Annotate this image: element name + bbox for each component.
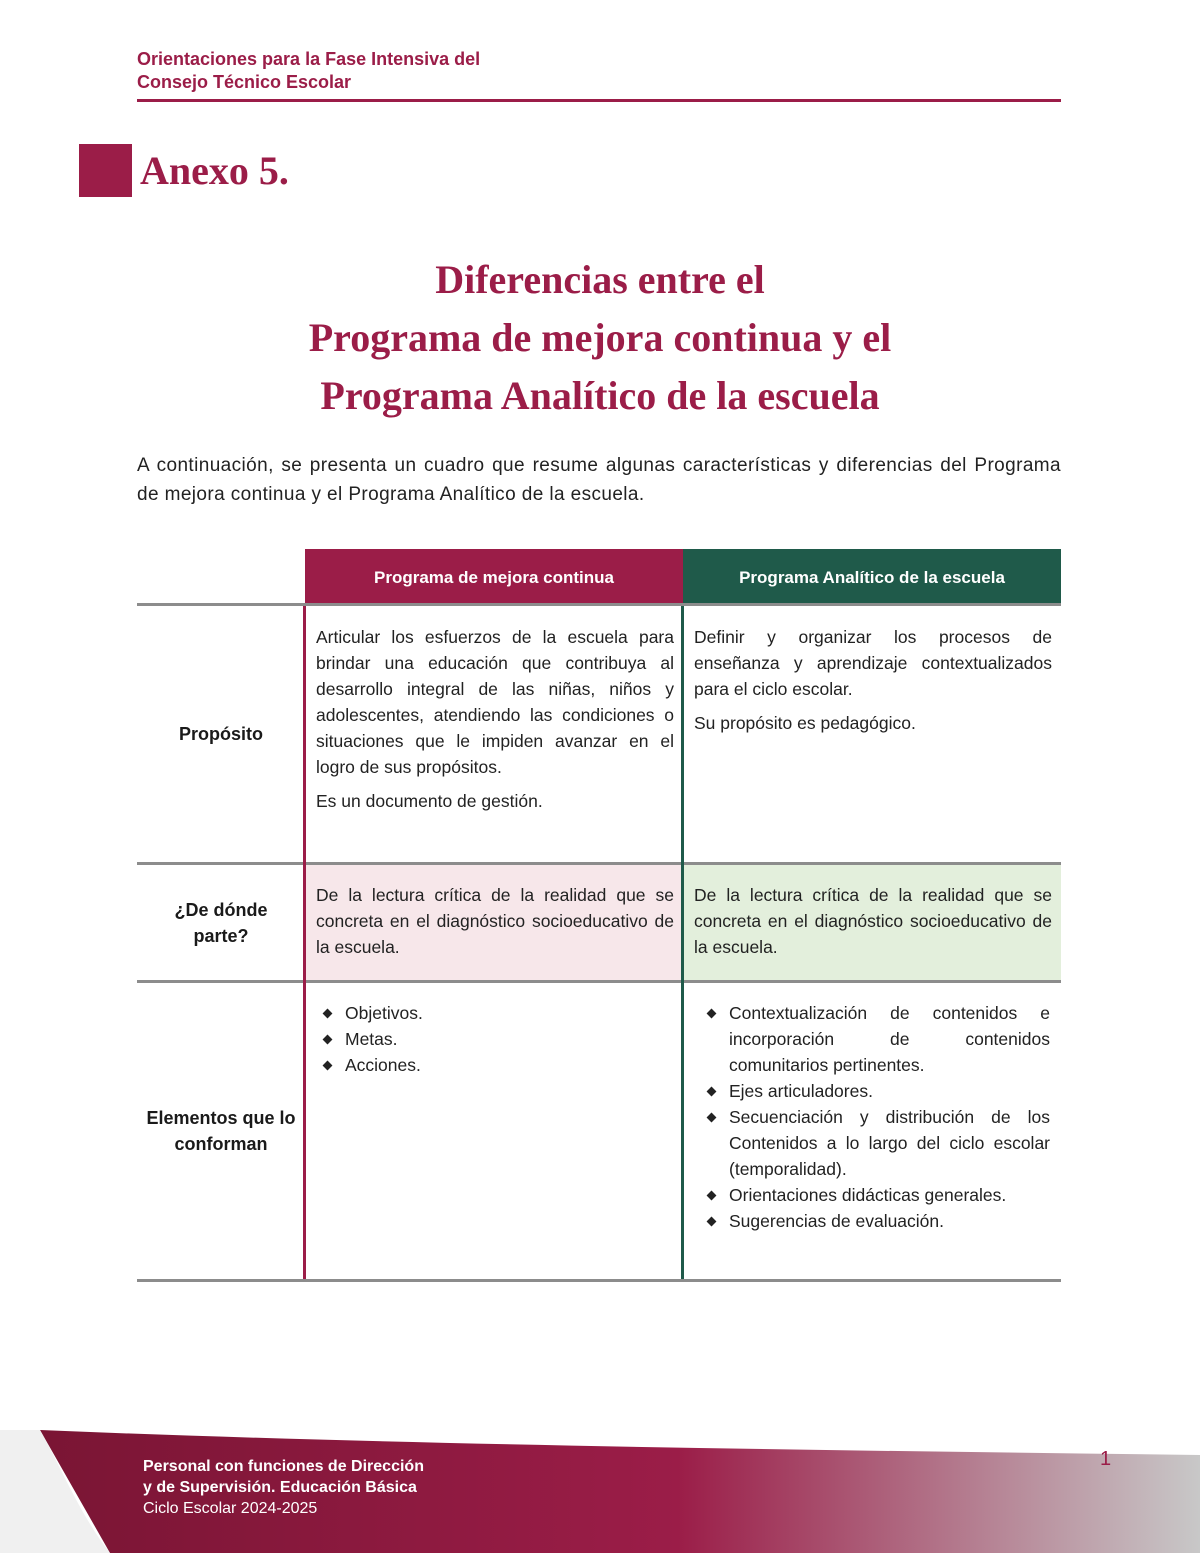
annex-title: Anexo 5. <box>140 148 289 193</box>
row-label-elementos <box>137 983 305 1279</box>
list-item: Sugerencias de evaluación. <box>700 1208 1050 1234</box>
list-item: Ejes articuladores. <box>700 1078 1050 1104</box>
title-line-2: Programa de mejora continua y el <box>308 315 892 360</box>
list-item: Secuenciación y distribución de los Contenidos a lo largo del ciclo escolar (temporalidad). <box>700 1104 1050 1182</box>
cell-parte-pae: De la lectura crítica de la realidad que se concreta en el diagnóstico socioeducativo de la escuela. <box>694 885 1052 957</box>
footer-text <box>143 1456 424 1519</box>
diamond-bullet-icon <box>707 1191 717 1201</box>
diamond-bullet-icon <box>707 1087 717 1097</box>
diamond-bullet-icon <box>707 1009 717 1019</box>
diamond-bullet-icon <box>707 1113 717 1123</box>
elementos-text: Elementos que lo conforman <box>146 1108 296 1154</box>
diamond-bullet-icon <box>707 1217 717 1227</box>
proposito-pae-text-2: Su propósito es pedagógico. <box>694 713 916 733</box>
cell-proposito-pae <box>694 624 1052 744</box>
title-line-3: Programa Analítico de la escuela <box>320 373 880 418</box>
footer-line-3: Ciclo Escolar 2024-2025 <box>143 1500 318 1517</box>
proposito-pmc-text-2: Es un documento de gestión. <box>316 791 543 811</box>
column-divider-pae <box>681 606 684 1279</box>
list-item: Orientaciones didácticas generales. <box>700 1182 1050 1208</box>
cell-parte-pmc: De la lectura crítica de la realidad que se concreta en el diagnóstico socioeducativo de la escuela. <box>316 885 674 957</box>
header-line-2: Consejo Técnico Escolar <box>137 72 352 92</box>
list-item: Metas. <box>316 1026 674 1052</box>
footer-line-1: Personal con funciones de Dirección <box>143 1458 424 1475</box>
list-item: Acciones. <box>316 1052 674 1078</box>
list-item: Contextualización de contenidos e incorporación de contenidos comunitarios pertinentes. <box>700 1000 1050 1078</box>
diamond-bullet-icon <box>323 1009 333 1019</box>
list-item: Objetivos. <box>316 1000 674 1026</box>
annex-marker <box>79 144 132 197</box>
header-line-1: Orientaciones para la Fase Intensiva del <box>137 49 481 69</box>
proposito-pae-text-1: Definir y organizar los procesos de enseñanza y aprendizaje contextualizados para el ciclo escolar. <box>694 627 1052 699</box>
cell-elementos-pae <box>700 1000 1050 1234</box>
intro-paragraph: A continuación, se presenta un cuadro que resume algunas características y diferencias del Programa de mejora continua y el Programa Analítico de la escuela. <box>137 455 1061 505</box>
row-label-de-donde-parte <box>137 865 305 980</box>
document-header <box>137 48 480 94</box>
diamond-bullet-icon <box>323 1061 333 1071</box>
title-line-1: Diferencias entre el <box>435 257 765 302</box>
proposito-pmc-text-1: Articular los esfuerzos de la escuela para brindar una educación que contribuya al desarrollo integral de las niñas, niños y adolescentes, atendiendo las condiciones o situaciones que le impiden avanzar en el logro de sus propósitos. <box>316 627 674 777</box>
diamond-bullet-icon <box>323 1035 333 1045</box>
row-label-proposito: Propósito <box>179 724 263 744</box>
column-header-pmc: Programa de mejora continua <box>305 549 683 606</box>
cell-proposito-pmc <box>316 624 674 822</box>
cell-elementos-pmc <box>316 1000 674 1078</box>
column-header-pae: Programa Analítico de la escuela <box>683 549 1061 606</box>
de-donde-parte-text: ¿De dónde parte? <box>174 899 268 946</box>
page-title <box>100 251 1100 425</box>
page-number: 1 <box>1100 1448 1112 1470</box>
header-rule <box>137 99 1061 102</box>
table-rule-bottom <box>137 1279 1061 1282</box>
footer-line-2: y de Supervisión. Educación Básica <box>143 1479 417 1496</box>
